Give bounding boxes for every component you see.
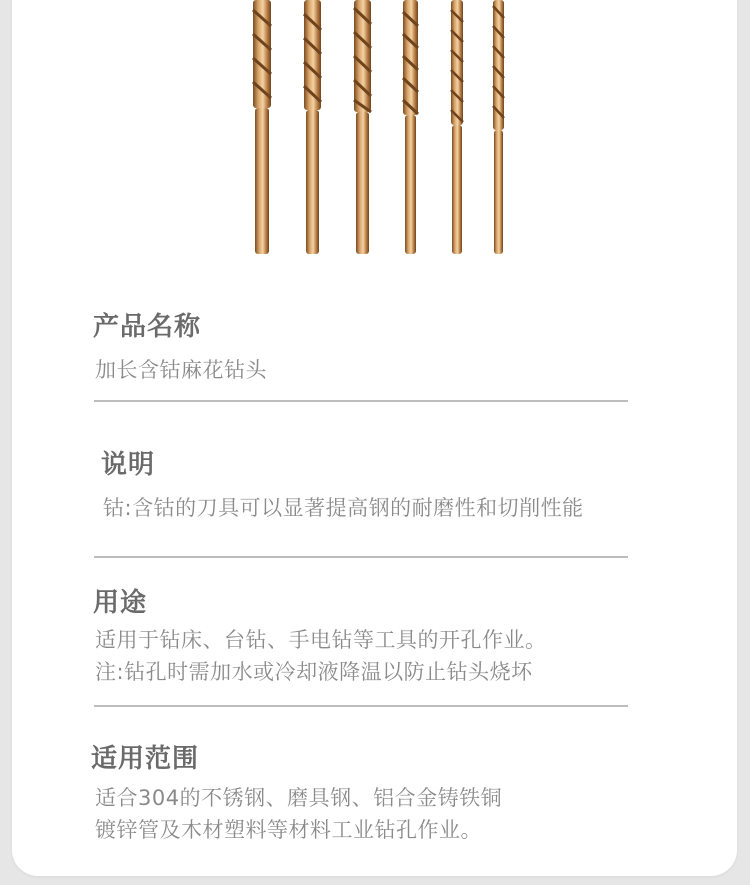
section-heading-product-name: 产品名称	[93, 312, 202, 342]
divider	[94, 400, 628, 402]
description-line: 钴:含钴的刀具可以显著提高钢的耐磨性和切削性能	[103, 496, 584, 520]
drill-bit-icon	[304, 0, 321, 254]
usage-line: 适用于钻床、台钻、手电钻等工具的开孔作业。	[95, 628, 547, 652]
drill-bits-image	[0, 0, 750, 262]
range-line: 适合304的不锈钢、磨具钢、铝合金铸铁铜	[95, 786, 503, 810]
section-heading-description: 说明	[101, 450, 156, 480]
range-line: 镀锌管及木材塑料等材料工业钻孔作业。	[95, 818, 482, 842]
divider	[94, 705, 628, 707]
section-heading-usage: 用途	[93, 588, 148, 618]
product-name-value: 加长含钴麻花钻头	[95, 358, 267, 382]
drill-bit-icon	[354, 0, 371, 254]
section-heading-applicable-range: 适用范围	[91, 744, 200, 774]
usage-line: 注:钻孔时需加水或冷却液降温以防止钻头烧坏	[95, 660, 533, 684]
divider	[94, 556, 628, 558]
drill-bit-icon	[451, 0, 463, 254]
drill-bit-icon	[403, 0, 418, 254]
drill-bit-icon	[493, 0, 504, 254]
drill-bit-icon	[253, 0, 271, 254]
